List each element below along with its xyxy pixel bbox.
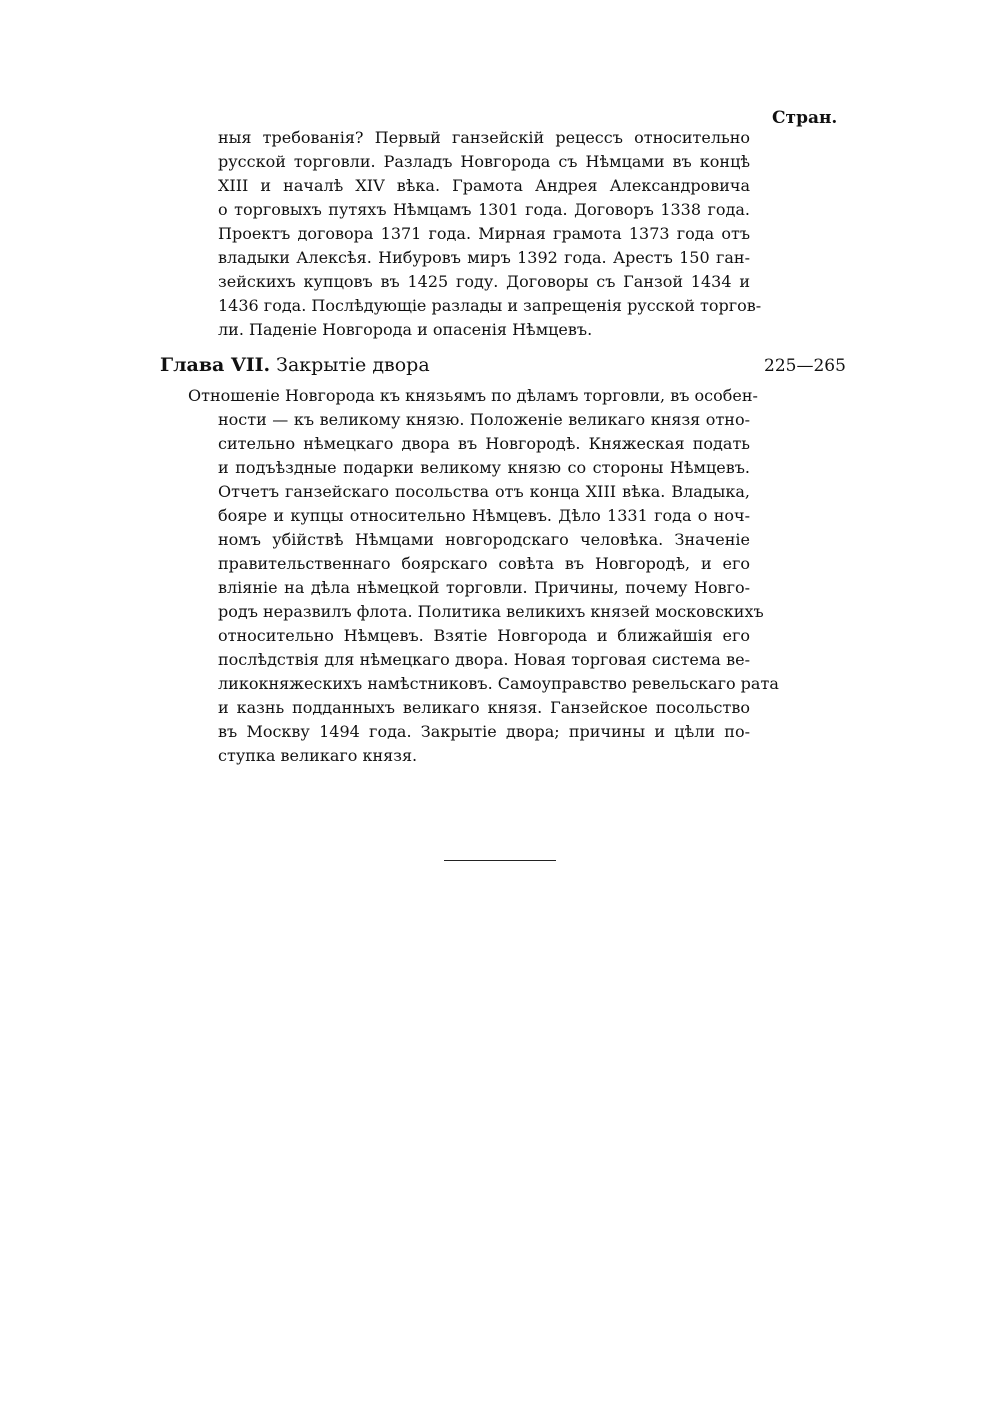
summary-line: относительно Нѣмцевъ. Взятіе Новгорода и ближайшія его	[218, 626, 750, 645]
summary-line: номъ убійствѣ Нѣмцами новгородскаго человѣка. Значеніе	[218, 530, 750, 549]
summary-line: владыки Алексѣя. Нибуровъ миръ 1392 года. Арестъ 150 ган-	[218, 248, 750, 267]
summary-line: сительно нѣмецкаго двора въ Новгородѣ. Княжеская подать	[218, 434, 750, 453]
summary-line: бояре и купцы относительно Нѣмцевъ. Дѣло 1331 года о ноч-	[218, 506, 750, 525]
summary-line: Отчетъ ганзейскаго посольства отъ конца XIII вѣка. Владыка,	[218, 482, 750, 501]
summary-line: въ Москву 1494 года. Закрытіе двора; причины и цѣли по-	[218, 722, 750, 741]
previous-chapter-summary	[218, 126, 762, 342]
summary-line: и казнь подданныхъ великаго князя. Ганзейское посольство	[218, 698, 750, 717]
chapter-summary	[188, 384, 779, 768]
summary-line: послѣдствія для нѣмецкаго двора. Новая торговая система ве-	[218, 650, 750, 669]
summary-line: вліяніе на дѣла нѣмецкой торговли. Причины, почему Новго-	[218, 578, 750, 597]
summary-line: 1436 года. Послѣдующіе разлады и запрещенія русской торгов-	[218, 296, 762, 315]
summary-line: XIII и началѣ XIV вѣка. Грамота Андрея Александровича	[218, 176, 750, 195]
chapter-number: Глава VII.	[160, 354, 271, 376]
summary-line: ныя требованія? Первый ганзейскій рецессъ относительно	[218, 128, 750, 147]
chapter-heading	[160, 354, 430, 376]
summary-line: о торговыхъ путяхъ Нѣмцамъ 1301 года. Договоръ 1338 года.	[218, 200, 750, 219]
summary-line: родъ неразвилъ флота. Политика великихъ князей московскихъ	[218, 602, 764, 621]
summary-line: ступка великаго князя.	[218, 746, 418, 765]
chapter-page-range: 225—265	[764, 356, 846, 376]
chapter-title: Закрытіе двора	[276, 354, 430, 376]
summary-line: правительственнаго боярскаго совѣта въ Новгородѣ, и его	[218, 554, 750, 573]
summary-line: Отношеніе Новгорода къ князьямъ по дѣламъ торговли, въ особен-	[188, 386, 758, 405]
summary-line: ли. Паденіе Новгорода и опасенія Нѣмцевъ.	[218, 320, 593, 339]
section-divider	[444, 860, 556, 861]
summary-line: ности — къ великому князю. Положеніе великаго князя отно-	[218, 410, 750, 429]
summary-line: ликокняжескихъ намѣстниковъ. Самоуправство ревельскаго рата	[218, 674, 779, 693]
page-column-label: Стран.	[772, 108, 838, 128]
summary-line: Проектъ договора 1371 года. Мирная грамота 1373 года отъ	[218, 224, 750, 243]
summary-line: и подъѣздные подарки великому князю со стороны Нѣмцевъ.	[218, 458, 750, 477]
summary-line: русской торговли. Разладъ Новгорода съ Нѣмцами въ концѣ	[218, 152, 750, 171]
summary-line: зейскихъ купцовъ въ 1425 году. Договоры съ Ганзой 1434 и	[218, 272, 750, 291]
